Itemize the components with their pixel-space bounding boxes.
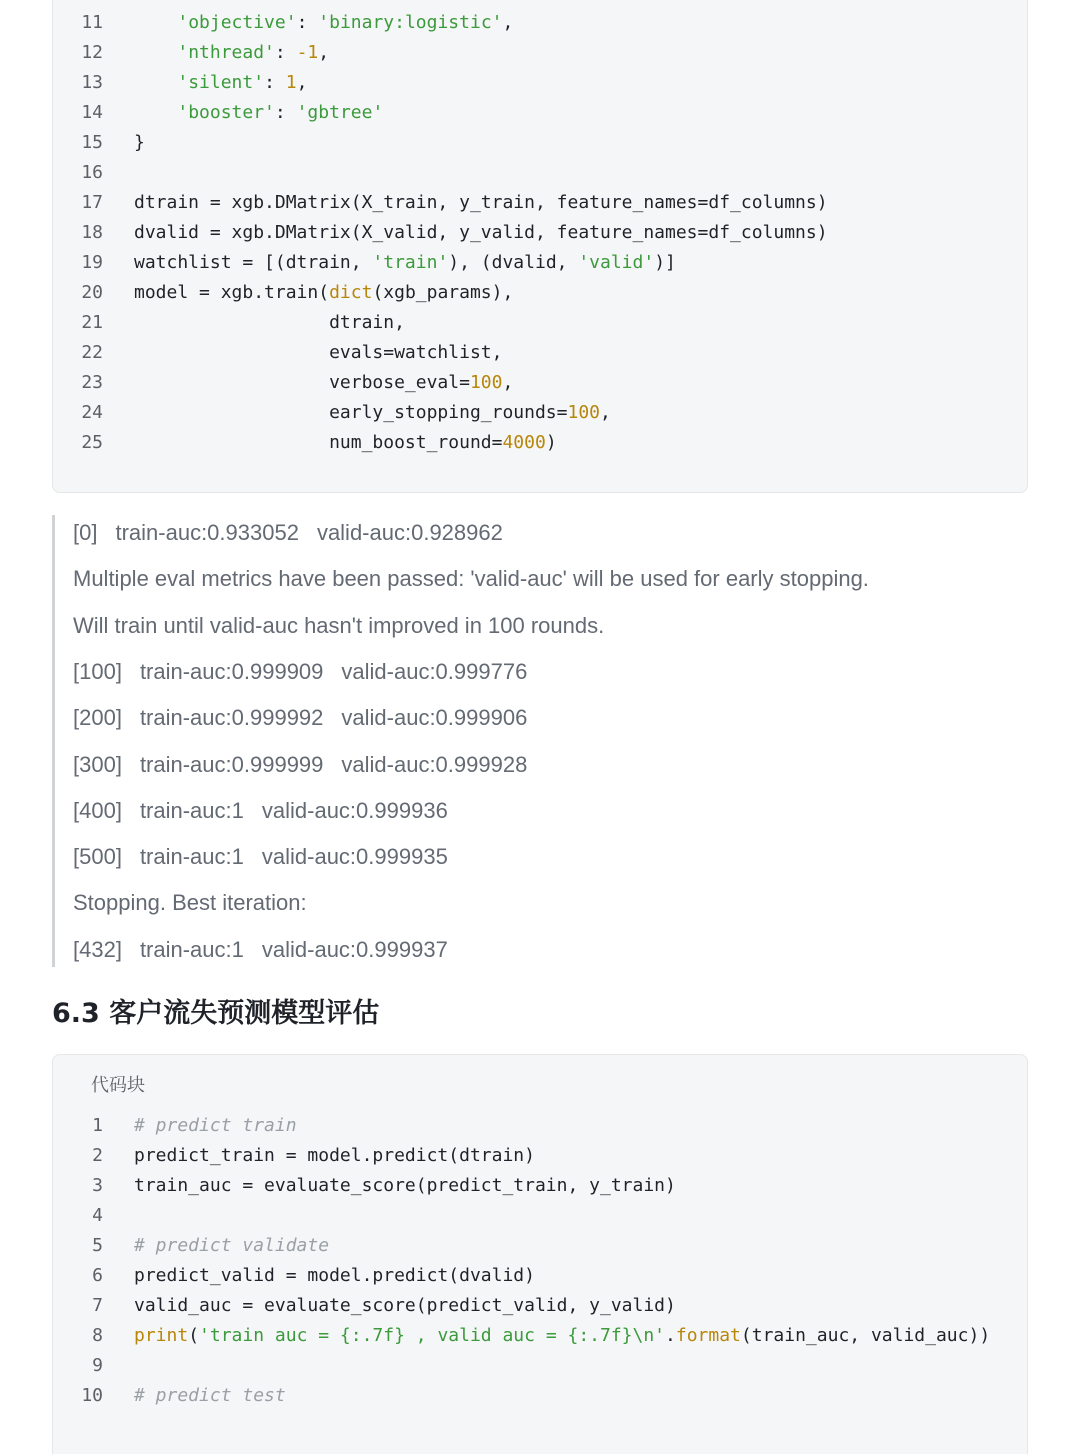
code-text: model = xgb.train(dict(xgb_params), (134, 282, 514, 303)
line-number: 16 (81, 162, 103, 183)
output-line (73, 657, 527, 687)
output-segment: Stopping. Best iteration: (73, 890, 307, 916)
line-number: 13 (81, 72, 103, 93)
line-number: 6 (92, 1265, 103, 1286)
code-text: early_stopping_rounds=100, (134, 402, 611, 423)
output-segment: [300] (73, 751, 122, 777)
line-number: 12 (81, 42, 103, 63)
output-segment: valid-auc:0.999935 (261, 844, 448, 870)
line-number: 3 (92, 1175, 103, 1196)
line-number: 17 (81, 192, 103, 213)
output-segment: train-auc:0.999992 (139, 705, 324, 731)
line-number: 25 (81, 432, 103, 453)
output-segment: [200] (73, 705, 122, 731)
output-line (73, 888, 307, 918)
output-segment: train-auc:0.933052 (115, 520, 299, 545)
output-line (73, 750, 527, 780)
output-segment: valid-auc:0.928962 (316, 520, 503, 545)
output-segment: [0] (73, 520, 98, 545)
output-segment: train-auc:1 (139, 936, 244, 962)
output-segment: valid-auc:0.999906 (341, 705, 528, 731)
line-number: 7 (92, 1295, 103, 1316)
code-text: 'nthread': -1, (177, 42, 330, 63)
output-segment: train-auc:0.999999 (139, 751, 324, 777)
output-segment: valid-auc:0.999928 (341, 751, 528, 777)
code-text: # predict train (134, 1115, 297, 1136)
line-number: 10 (81, 1385, 103, 1406)
code-text: dtrain = xgb.DMatrix(X_train, y_train, feature_names=df_columns) (134, 192, 828, 213)
code-block-training (52, 0, 1028, 493)
training-output-quote (52, 515, 1005, 967)
output-line (73, 796, 448, 826)
output-line (73, 611, 604, 641)
line-number: 23 (81, 372, 103, 393)
code-text: 'booster': 'gbtree' (177, 102, 384, 123)
line-number: 11 (81, 12, 103, 33)
code-text: watchlist = [(dtrain, 'train'), (dvalid, 'valid')] (134, 252, 676, 273)
line-number: 8 (92, 1325, 103, 1346)
output-segment: train-auc:1 (139, 844, 244, 870)
code-text: dvalid = xgb.DMatrix(X_valid, y_valid, feature_names=df_columns) (134, 222, 828, 243)
code-text: evals=watchlist, (134, 342, 503, 363)
code-block-caption: 代码块 (91, 1075, 145, 1096)
line-number: 4 (92, 1205, 103, 1226)
output-segment: valid-auc:0.999776 (341, 658, 528, 684)
line-number: 5 (92, 1235, 103, 1256)
line-number: 19 (81, 252, 103, 273)
output-line (73, 564, 869, 594)
output-segment: valid-auc:0.999937 (261, 936, 448, 962)
line-number: 14 (81, 102, 103, 123)
code-text: train_auc = evaluate_score(predict_train, y_train) (134, 1175, 676, 1196)
code-text: valid_auc = evaluate_score(predict_valid, y_valid) (134, 1295, 676, 1316)
output-line (73, 935, 448, 965)
code-text: 'silent': 1, (177, 72, 308, 93)
output-segment: [100] (73, 658, 122, 684)
code-text: predict_valid = model.predict(dvalid) (134, 1265, 535, 1286)
code-block-evaluation (52, 1054, 1028, 1454)
output-line (73, 518, 503, 548)
line-number: 21 (81, 312, 103, 333)
output-segment: Will train until valid-auc hasn't improved in 100 rounds. (73, 612, 605, 638)
output-line (73, 703, 527, 733)
section-heading: 6.3 客户流失预测模型评估 (52, 998, 380, 1029)
output-segment: train-auc:1 (139, 797, 244, 823)
code-text: print('train auc = {:.7f} , valid auc = {:.7f}\n'.format(train_auc, valid_auc)) (134, 1325, 991, 1346)
code-text: predict_train = model.predict(dtrain) (134, 1145, 535, 1166)
output-segment: valid-auc:0.999936 (261, 797, 448, 823)
line-number: 2 (92, 1145, 103, 1166)
output-segment: [432] (73, 936, 122, 962)
code-text: } (134, 132, 145, 153)
code-text: dtrain, (134, 312, 405, 333)
output-segment: [500] (73, 844, 122, 870)
output-segment: Multiple eval metrics have been passed: 'valid-auc' will be used for early stopping. (73, 566, 869, 592)
code-text: # predict validate (134, 1235, 330, 1256)
line-number: 18 (81, 222, 103, 243)
output-segment: [400] (73, 797, 122, 823)
line-number: 1 (92, 1115, 103, 1136)
line-number: 24 (81, 402, 103, 423)
line-number: 9 (92, 1355, 103, 1376)
line-number: 15 (81, 132, 103, 153)
output-segment: train-auc:0.999909 (139, 658, 324, 684)
line-number: 22 (81, 342, 103, 363)
line-number: 20 (81, 282, 103, 303)
code-text: num_boost_round=4000) (134, 432, 557, 453)
code-text: verbose_eval=100, (134, 372, 514, 393)
code-text: # predict test (134, 1385, 286, 1406)
output-line (73, 842, 448, 872)
code-text: 'objective': 'binary:logistic', (177, 12, 514, 33)
